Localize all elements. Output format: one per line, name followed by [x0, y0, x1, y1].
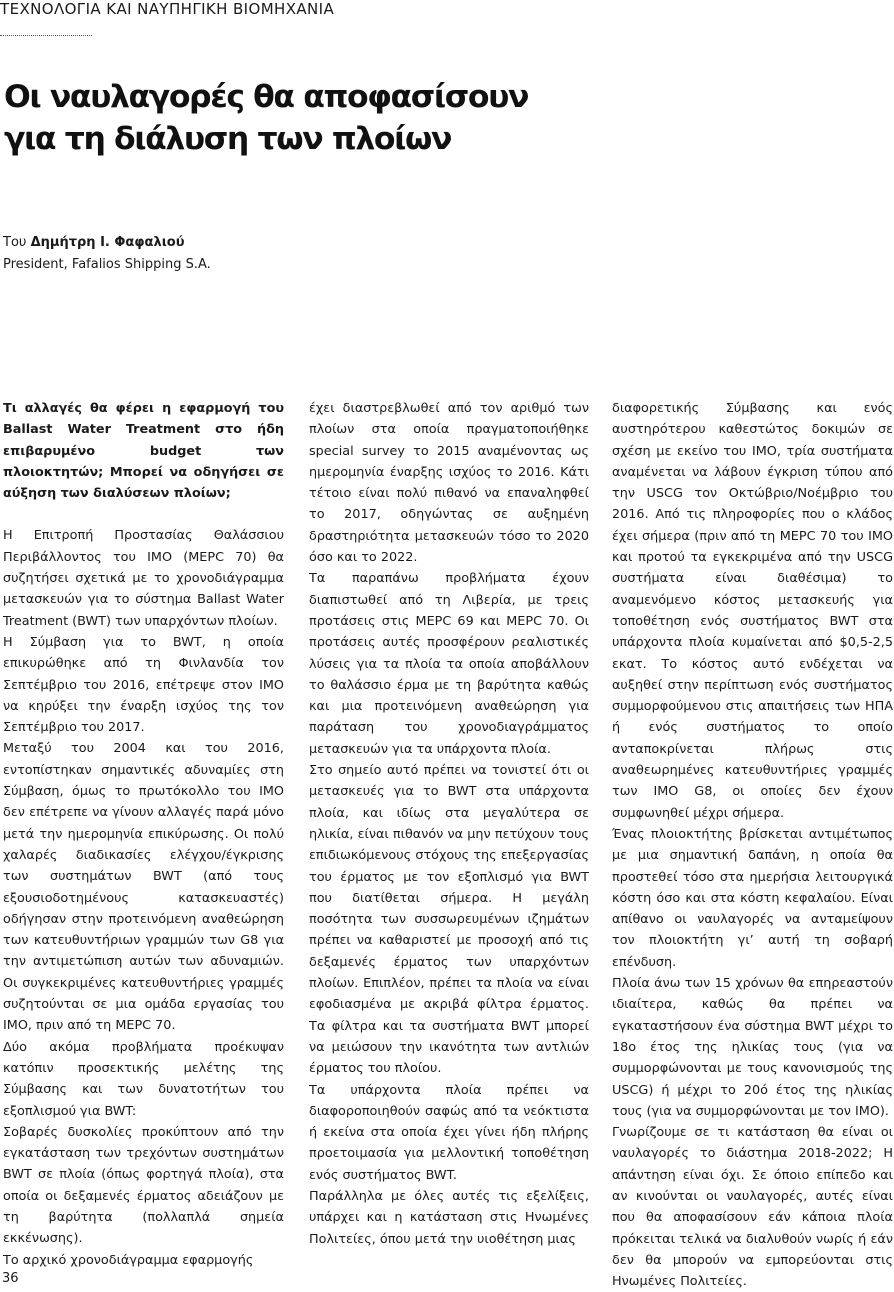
paragraph: Δύο ακόμα προβλήματα προέκυψαν κατόπιν προσεκτικής μελέτης της Σύμβασης και των δυνατοτήτων του εξοπλισμού για BWT: — [3, 1039, 284, 1119]
author-name: Δημήτρη Ι. Φαφαλιού — [30, 235, 185, 250]
lead-question: Τι αλλαγές θα φέρει η εφαρμογή του Ballast Water Treatment στο ήδη επιβαρυμένο budget των πλοιοκτητών; Μπορεί να οδηγήσει σε αύξηση των διαλύσεων πλοίων; — [3, 401, 284, 502]
paragraph: Γνωρίζουμε σε τι κατάσταση θα είναι οι ναυλαγορές το διάστημα 2018-2022; Η απάντηση είναι όχι. Σε όποιο επίπεδο και αν κινούνται οι ναυλαγορές, αυτές είναι που θα αποφασίσουν εάν κάποια πλοία πρόκειται τελικά να διαλυθούν νωρίς ή εάν δεν θα μπορούν να εμπορεύονται στις Ηνωμένες Πολιτείες. — [612, 1125, 893, 1290]
paragraph: Μεταξύ του 2004 και του 2016, εντοπίστηκαν σημαντικές αδυναμίες στη Σύμβαση, όμως το πρωτόκολλο του IMO δεν επέτρεπε να γίνουν αλλαγές παρά μόνο μετά την ημερομηνία επικύρωσης. Οι πολύ χαλαρές διαδικασίες ελέγχου/έγκρισης των συστημάτων BWT (από τους εξουσιοδοτημένους κατασκευαστές) οδήγησαν στην προτεινόμενη αναθεώρηση των κατευθυντήριων γραμμών των G8 για την αντιμετώπιση αυτών των αδυναμιών. Οι συγκεκριμένες κατευθυντήριες γραμμές συζητούνται σε μια ομάδα εργασίας του IMO, πριν από τη MEPC 70. — [3, 741, 284, 1034]
section-divider — [0, 35, 92, 36]
paragraph: Τα παραπάνω προβλήματα έχουν διαπιστωθεί από τη Λιβερία, με τρεις προτάσεις στις MEPC 69 και MEPC 70. Οι προτάσεις αυτές προσφέρουν ρεαλιστικές λύσεις για τα πλοία τα οποία αποβάλλουν το θαλάσσιο έρμα με τη βαρύτητα καθώς και μια προτεινόμενη αναθεώρηση για παράταση του χρονοδιαγράμματος μετασκευών για τα υπάρχοντα πλοία. — [309, 571, 589, 757]
headline-line-1: Οι ναυλαγορές θα αποφασίσουν — [4, 79, 529, 115]
headline-line-2: για τη διάλυση των πλοίων — [4, 121, 452, 157]
section-label: ΤΕΧΝΟΛΟΓΙΑ ΚΑΙ ΝΑΥΠΗΓΙΚΗ ΒΙΟΜΗΧΑΝΙΑ — [0, 0, 335, 18]
article-column-1 — [3, 398, 284, 1271]
article-headline — [4, 76, 704, 160]
paragraph: Το αρχικό χρονοδιάγραμμα εφαρμογής — [3, 1252, 254, 1268]
article-column-3 — [612, 398, 893, 1292]
paragraph: Παράλληλα με όλες αυτές τις εξελίξεις, υπάρχει και η κατάσταση στις Ηνωμένες Πολιτείες, όπου μετά την υιοθέτηση μιας — [309, 1188, 589, 1247]
author-line — [3, 232, 211, 254]
paragraph: διαφορετικής Σύμβασης και ενός αυστηρότερου καθεστώτος δοκιμών σε σχέση με εκείνο του IMO, τρία συστήματα αναμένεται να λάβουν έγκριση τύπου από την USCG τον Οκτώβριο/Νοέμβριο του 2016. Από τις πληροφορίες που ο κλάδος έχει σήμερα (πριν από τη MEPC 70 του IMO και προτού τα εγκεκριμένα από την USCG συστήματα είναι διαθέσιμα) το αναμενόμενο κόστος μετασκευής για τοποθέτηση ενός συστήματος BWT στα υπάρχοντα πλοία κυμαίνεται από $0,5-2,5 εκατ. Το κόστος αυτό ενδέχεται να αυξηθεί στην περίπτωση ενός συστήματος συμμορφούμενου στις απαιτήσεις των ΗΠΑ ή ενός συστήματος το οποίο ανταποκρίνεται πλήρως στις αναθεωρημένες κατευθυντήριες γραμμές των IMO G8, οι οποίες δεν έχουν συμφωνηθεί μέχρι σήμερα. — [612, 401, 893, 821]
author-role: President, Fafalios Shipping S.A. — [3, 257, 211, 272]
byline-prefix: Του — [3, 235, 31, 250]
paragraph: Ένας πλοιοκτήτης βρίσκεται αντιμέτωπος με μια σημαντική δαπάνη, η οποία θα προστεθεί τόσο στα ημερήσια λειτουργικά κόστη όσο και στα κόστη κεφαλαίου. Είναι απίθανο οι ναυλαγορές να ανταμείψουν τον πλοιοκτήτη γι’ αυτή τη σοβαρή επένδυση. — [612, 826, 893, 970]
page-number: 36 — [2, 1271, 19, 1286]
paragraph: Πλοία άνω των 15 χρόνων θα επηρεαστούν ιδιαίτερα, καθώς θα πρέπει να εγκαταστήσουν ένα σύστημα BWT μέχρι το 18ο έτος της ηλικίας τους (για να συμμορφώνονται με τους κανονισμούς της USCG) ή μέχρι το 20ό έτος της ηλικίας τους (για να συμμορφώνονται με τον IMO). — [612, 976, 893, 1119]
paragraph: Στο σημείο αυτό πρέπει να τονιστεί ότι οι μετασκευές για το BWT στα υπάρχοντα πλοία, και ιδίως στα μεγαλύτερα σε ηλικία, είναι πιθανόν να μην πετύχουν τους επιδιωκόμενους στόχους της επεξεργασίας του έρματος με τον εξοπλισμό για BWT που διατίθεται σήμερα. Η μεγάλη ποσότητα των συσσωρευμένων ιζημάτων πρέπει να καθαριστεί με προσοχή από τις δεξαμενές έρματος των υπαρχόντων πλοίων. Επιπλέον, πρέπει τα πλοία να είναι εφοδιασμένα με ακριβά φίλτρα έρματος. Τα φίλτρα και τα συστήματα BWT μπορεί να μειώσουν την ικανότητα των αντλιών έρματος του πλοίου. — [309, 763, 589, 1077]
paragraph: έχει διαστρεβλωθεί από τον αριθμό των πλοίων στα οποία πραγματοποιήθηκε special survey το 2015 αναμένοντας ως ημερομηνία έναρξης ισχύος το 2016. Κάτι τέτοιο είναι πολύ πιθανό να επαναληφθεί το 2017, οδηγώντας σε αυξημένη δραστηριότητα μετασκευών τόσο το 2020 όσο και το 2022. — [309, 401, 589, 566]
paragraph: Η Επιτροπή Προστασίας Θαλάσσιου Περιβάλλοντος του IMO (MEPC 70) θα συζητήσει σχετικά με το χρονοδιάγραμμα μετασκευών για το σύστημα Ballast Water Treatment (BWT) των υπαρχόντων πλοίων. — [3, 528, 284, 629]
paragraph: Η Σύμβαση για το BWT, η οποία επικυρώθηκε από τη Φινλανδία τον Σεπτέμβριο του 2016, επέτρεψε στον IMO να κηρύξει την έναρξη ισχύος της τον Σεπτέμβριο του 2017. — [3, 634, 284, 736]
article-column-2 — [309, 398, 589, 1250]
byline — [3, 232, 211, 276]
paragraph: Σοβαρές δυσκολίες προκύπτουν από την εγκατάσταση των τρεχόντων συστημάτων BWT σε πλοία (όπως φορτηγά πλοία), στα οποία οι δεξαμενές έρματος αδειάζουν με τη βαρύτητα (πολλαπλά σημεία εκκένωσης). — [3, 1124, 284, 1247]
paragraph: Τα υπάρχοντα πλοία πρέπει να διαφοροποιηθούν σαφώς από τα νεόκτιστα ή εκείνα στα οποία έχει γίνει ήδη πλήρης προετοιμασία για μελλοντική τοποθέτηση ενός συστήματος BWT. — [309, 1082, 589, 1183]
